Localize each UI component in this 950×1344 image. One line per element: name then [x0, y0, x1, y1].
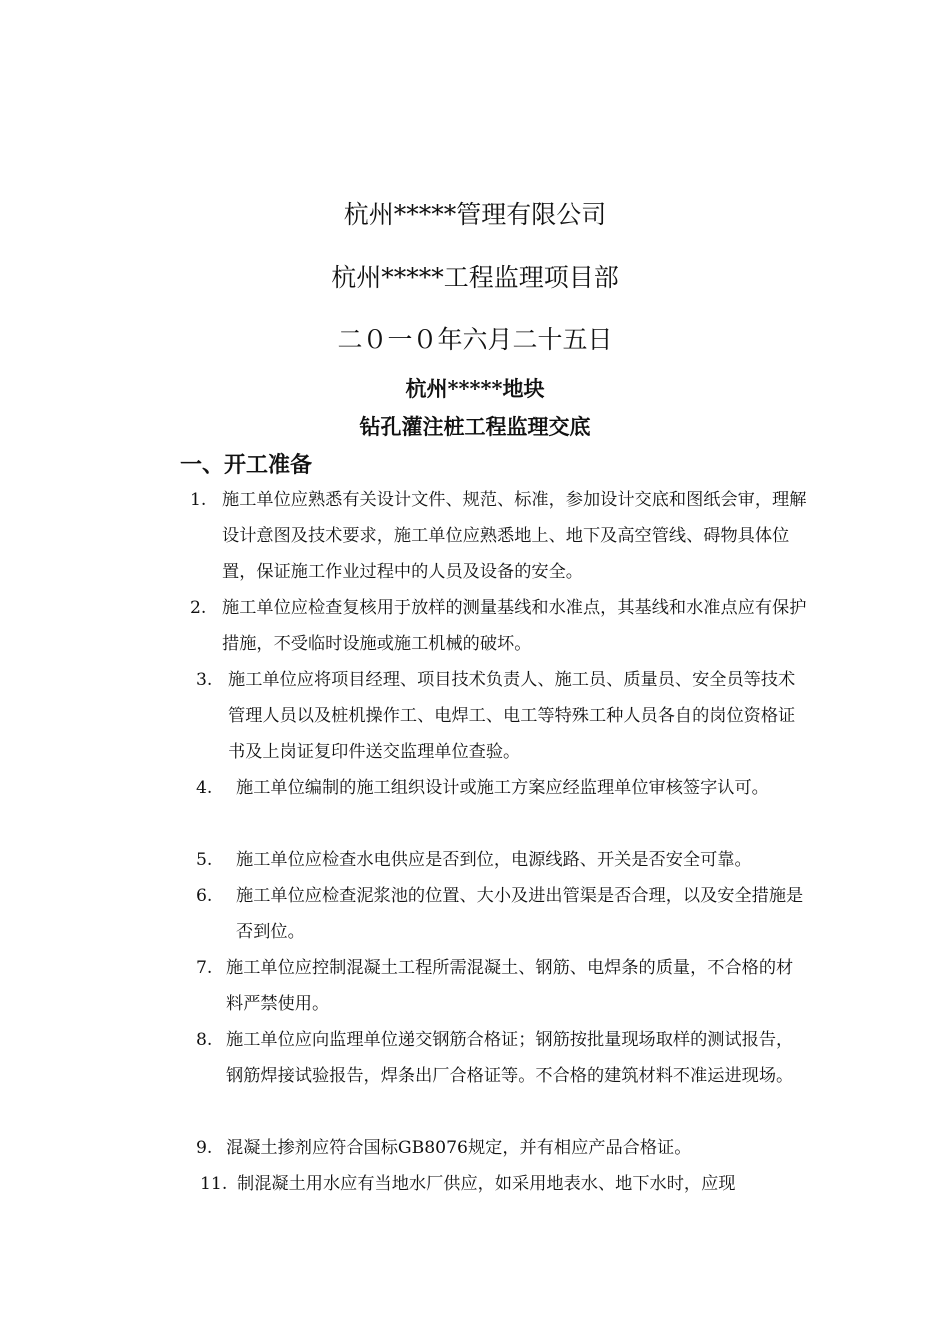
item-number: 5.	[196, 850, 213, 870]
item-text-content: 施工单位应向监理单位递交钢筋合格证；钢筋按批量现场取样的测试报告，钢筋焊接试验报告，焊条出厂合格证等。不合格的建筑材料不准运进现场。	[226, 1030, 794, 1086]
item-text	[190, 482, 810, 590]
section-heading: 一、开工准备	[180, 452, 313, 478]
item-text-content: 施工单位应检查复核用于放样的测量基线和水准点，其基线和水准点应有保护措施，不受临时设施或施工机械的破坏。	[222, 598, 807, 654]
item-text-content: 施工单位应熟悉有关设计文件、规范、标准，参加设计交底和图纸会审，理解设计意图及技术要求，施工单位应熟悉地上、地下及高空管线、碍物具体位置，保证施工作业过程中的人员及设备的安全。	[222, 490, 807, 582]
item-text	[196, 842, 816, 878]
project-department: 杭州*****工程监理项目部	[331, 263, 619, 292]
document-date: 二０一０年六月二十五日	[337, 325, 613, 354]
item-text	[196, 1130, 810, 1166]
item-text-content: 施工单位应将项目经理、项目技术负责人、施工员、质量员、安全员等技术管理人员以及桩机操作工、电焊工、电工等特殊工种人员各自的岗位资格证书及上岗证复印件送交监理单位查验。	[228, 670, 796, 762]
item-text-content: 制混凝土用水应有当地水厂供应，如采用地表水、地下水时，应现	[237, 1174, 736, 1194]
item-number: 8.	[196, 1030, 213, 1050]
item-text-content: 混凝土掺剂应符合国标GB8076规定，并有相应产品合格证。	[226, 1138, 692, 1158]
item-text	[196, 878, 810, 950]
item-number: 2.	[190, 598, 207, 618]
item-text	[196, 1022, 810, 1094]
item-text-content: 施工单位应检查泥浆池的位置、大小及进出管渠是否合理，以及安全措施是否到位。	[236, 886, 804, 942]
item-text-content: 施工单位编制的施工组织设计或施工方案应经监理单位审核签字认可。	[236, 778, 769, 798]
list-item	[190, 590, 810, 662]
item-text	[200, 1166, 810, 1202]
list-item	[196, 842, 816, 878]
company-name: 杭州*****管理有限公司	[343, 200, 607, 229]
item-text	[196, 770, 810, 806]
list-item	[196, 662, 810, 770]
list-item	[200, 1166, 810, 1202]
item-number: 7.	[196, 958, 213, 978]
item-text	[196, 950, 810, 1022]
item-text	[196, 662, 810, 770]
item-text	[190, 590, 810, 662]
list-item	[196, 1130, 810, 1166]
list-item	[190, 482, 810, 590]
item-number: 9.	[196, 1138, 213, 1158]
item-number: 6.	[196, 886, 213, 906]
list-item	[196, 950, 810, 1022]
item-number: 4.	[196, 778, 213, 798]
list-item	[196, 878, 810, 950]
list-item	[196, 770, 810, 806]
item-text-content: 施工单位应控制混凝土工程所需混凝土、钢筋、电焊条的质量，不合格的材料严禁使用。	[226, 958, 794, 1014]
title-line-1: 杭州*****地块	[405, 376, 545, 401]
title-line-2: 钻孔灌注桩工程监理交底	[359, 414, 591, 439]
item-number: 11.	[200, 1174, 228, 1194]
item-number: 3.	[196, 670, 213, 690]
item-number: 1.	[190, 490, 207, 510]
list-item	[196, 1022, 810, 1094]
item-text-content: 施工单位应检查水电供应是否到位，电源线路、开关是否安全可靠。	[236, 850, 752, 870]
